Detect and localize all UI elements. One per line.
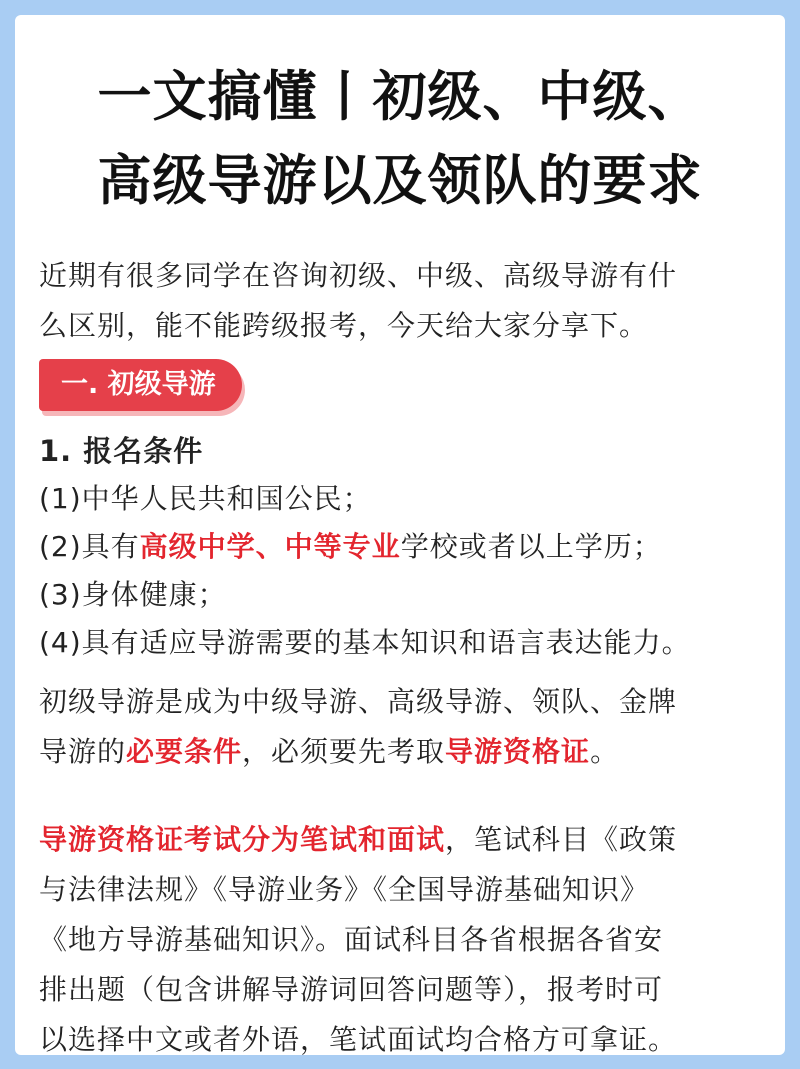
para1-line-2 <box>39 727 779 777</box>
para1-line-1: 初级导游是成为中级导游、高级导游、领队、金牌 <box>39 685 678 718</box>
section-tag-junior-guide: 一. 初级导游 <box>39 359 242 411</box>
intro-line-2: 么区别，能不能跨级报考，今天给大家分享下。 <box>39 309 649 342</box>
title-line-2: 高级导游以及领队的要求 <box>97 149 703 212</box>
requirement-item-2-pre: (2)具有 <box>39 530 140 563</box>
para2-line-3: 《地方导游基础知识》。面试科目各省根据各省安 <box>39 923 664 956</box>
exam-format-highlight: 导游资格证考试分为笔试和面试 <box>39 823 446 856</box>
paragraph-exam-info <box>39 815 779 1065</box>
requirement-item-2-post: 学校或者以上学历； <box>400 530 662 563</box>
title-line-1: 一文搞懂丨初级、中级、 <box>97 65 703 128</box>
para1-line-2-pre: 导游的 <box>39 735 127 768</box>
necessary-condition-highlight: 必要条件 <box>126 735 243 768</box>
paragraph-prerequisite <box>39 677 779 777</box>
requirements-list <box>39 427 779 667</box>
page-title <box>15 55 785 223</box>
education-highlight: 高级中学、中等专业 <box>139 530 401 563</box>
para1-line-2-mid: ，必须要先考取 <box>242 735 446 768</box>
intro-line-1: 近期有很多同学在咨询初级、中级、高级导游有什 <box>39 259 678 292</box>
para2-line-2: 与法律法规》《导游业务》《全国导游基础知识》 <box>39 873 650 906</box>
content-card <box>15 15 785 1055</box>
para2-line-4: 排出题（包含讲解导游词回答问题等），报考时可 <box>39 973 664 1006</box>
guide-certificate-highlight: 导游资格证 <box>445 735 591 768</box>
para2-line-1-post: ，笔试科目《政策 <box>445 823 678 856</box>
para2-line-5: 以选择中文或者外语，笔试面试均合格方可拿证。 <box>39 1023 678 1056</box>
intro-paragraph <box>39 251 769 351</box>
requirement-item-1: (1)中华人民共和国公民； <box>39 482 372 515</box>
para2-line-1 <box>39 815 779 865</box>
requirement-item-4: (4)具有适应导游需要的基本知识和语言表达能力。 <box>39 626 691 659</box>
requirements-heading: 1. 报名条件 <box>39 434 204 468</box>
para1-line-2-post: 。 <box>590 735 620 768</box>
requirement-item-3: (3)身体健康； <box>39 578 227 611</box>
requirement-item-2 <box>39 523 779 571</box>
